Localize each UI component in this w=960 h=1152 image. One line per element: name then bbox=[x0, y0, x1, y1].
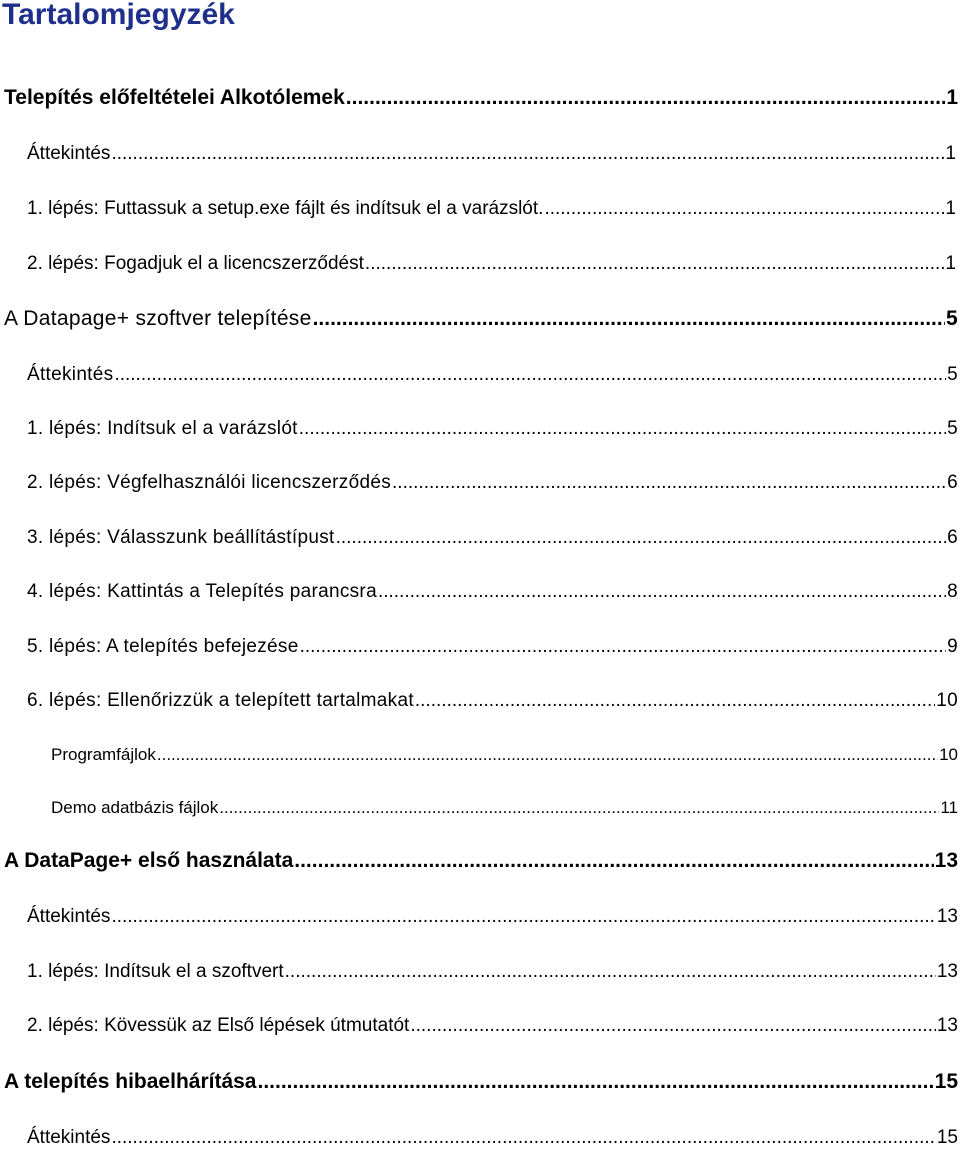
toc-entry-section[interactable] bbox=[4, 1068, 958, 1096]
toc-entry-section[interactable] bbox=[4, 847, 958, 875]
toc-entry-page: 13 bbox=[936, 906, 958, 927]
toc-entry-subsection[interactable] bbox=[27, 469, 958, 497]
toc-entry-label: 2. lépés: Kövessük az Első lépések útmutatót bbox=[27, 1015, 410, 1036]
toc-entry-page: 5 bbox=[947, 364, 958, 385]
toc-entry-subsection[interactable] bbox=[27, 687, 958, 715]
toc-entry-page: 1 bbox=[945, 253, 956, 274]
toc-entry-subsection[interactable] bbox=[27, 633, 958, 661]
toc-entry-page: 1 bbox=[946, 86, 958, 109]
toc-entry-label: A Datapage+ szoftver telepítése bbox=[4, 307, 312, 330]
toc-dot-leader bbox=[299, 415, 946, 443]
toc-entry-label: Programfájlok bbox=[51, 745, 156, 764]
toc-entry-label: Áttekintés bbox=[27, 364, 114, 385]
toc-entry-label: Áttekintés bbox=[27, 1127, 111, 1148]
toc-entry-page: 5 bbox=[947, 418, 958, 439]
toc-dot-leader bbox=[219, 794, 939, 822]
toc-entry-label: 1. lépés: Futtassuk a setup.exe fájlt és indítsuk el a varázslót. bbox=[27, 198, 544, 219]
toc-entry-subsection[interactable] bbox=[27, 140, 956, 168]
toc-entry-page: 5 bbox=[946, 307, 958, 330]
toc-entry-subsection[interactable] bbox=[27, 903, 958, 931]
toc-entry-page: 1 bbox=[945, 143, 956, 164]
toc-dot-leader bbox=[294, 847, 933, 875]
toc-entry-page: 10 bbox=[936, 690, 958, 711]
toc-entry-label: 6. lépés: Ellenőrizzük a telepített tartalmakat bbox=[27, 690, 414, 711]
toc-entry-subsection[interactable] bbox=[27, 361, 958, 389]
toc-dot-leader bbox=[313, 305, 945, 333]
toc-dot-leader bbox=[365, 250, 945, 278]
toc-entry-label: Demo adatbázis fájlok bbox=[51, 798, 219, 817]
toc-entry-label: 2. lépés: Végfelhasználói licencszerződés bbox=[27, 472, 392, 493]
toc-entry-label: Áttekintés bbox=[27, 906, 111, 927]
toc-entry-label: Áttekintés bbox=[27, 143, 111, 164]
toc-entry-subsection[interactable] bbox=[27, 1012, 958, 1040]
toc-entry-label: 4. lépés: Kattintás a Telepítés parancsra bbox=[27, 581, 377, 602]
toc-entry-subsection[interactable] bbox=[27, 250, 956, 278]
toc-dot-leader bbox=[392, 469, 946, 497]
toc-entry-subsection[interactable] bbox=[27, 1124, 958, 1152]
toc-entry-label: 3. lépés: Válasszunk beállítástípust bbox=[27, 527, 335, 548]
toc-entry-subsubsection[interactable] bbox=[51, 741, 958, 769]
toc-dot-leader bbox=[257, 1068, 933, 1096]
toc-dot-leader bbox=[300, 633, 947, 661]
toc-dot-leader bbox=[285, 958, 936, 986]
toc-entry-page: 13 bbox=[934, 849, 958, 872]
toc-entry-page: 10 bbox=[939, 745, 958, 764]
toc-entry-page: 1 bbox=[945, 198, 956, 219]
toc-entry-page: 15 bbox=[934, 1070, 958, 1093]
toc-entry-page: 13 bbox=[936, 961, 958, 982]
toc-entry-subsection[interactable] bbox=[27, 578, 958, 606]
toc-dot-leader bbox=[415, 687, 935, 715]
toc-entry-label: 1. lépés: Indítsuk el a szoftvert bbox=[27, 961, 284, 982]
toc-entry-label: A telepítés hibaelhárítása bbox=[4, 1070, 257, 1093]
toc-entry-page: 9 bbox=[947, 636, 958, 657]
toc-entry-label: 2. lépés: Fogadjuk el a licencszerződést bbox=[27, 253, 364, 274]
toc-entry-page: 8 bbox=[947, 581, 958, 602]
toc-entry-section[interactable] bbox=[4, 84, 958, 112]
toc-entry-page: 6 bbox=[947, 527, 958, 548]
page-title: Tartalomjegyzék bbox=[2, 0, 235, 31]
toc-dot-leader bbox=[346, 84, 946, 112]
toc-entry-subsection[interactable] bbox=[27, 958, 958, 986]
toc-dot-leader bbox=[114, 361, 946, 389]
toc-entry-page: 15 bbox=[936, 1127, 958, 1148]
toc-dot-leader bbox=[157, 741, 938, 769]
toc-entry-subsection[interactable] bbox=[27, 415, 958, 443]
toc-entry-page: 11 bbox=[940, 798, 958, 817]
toc-dot-leader bbox=[544, 195, 944, 223]
toc-dot-leader bbox=[111, 1124, 935, 1152]
toc-entry-subsubsection[interactable] bbox=[51, 794, 958, 822]
toc-dot-leader bbox=[111, 140, 944, 168]
toc-dot-leader bbox=[336, 524, 947, 552]
toc-entry-page: 6 bbox=[947, 472, 958, 493]
toc-dot-leader bbox=[410, 1012, 936, 1040]
toc-entry-label: 5. lépés: A telepítés befejezése bbox=[27, 636, 299, 657]
toc-entry-subsection[interactable] bbox=[27, 524, 958, 552]
toc-entry-section[interactable] bbox=[4, 305, 958, 333]
toc-entry-subsection[interactable] bbox=[27, 195, 956, 223]
toc-entry-label: A DataPage+ első használata bbox=[4, 849, 294, 872]
toc-entry-page: 13 bbox=[936, 1015, 958, 1036]
toc-entry-label: Telepítés előfeltételei Alkotólemek bbox=[4, 86, 345, 109]
toc-entry-label: 1. lépés: Indítsuk el a varázslót bbox=[27, 418, 298, 439]
toc-dot-leader bbox=[111, 903, 935, 931]
toc-dot-leader bbox=[378, 578, 946, 606]
